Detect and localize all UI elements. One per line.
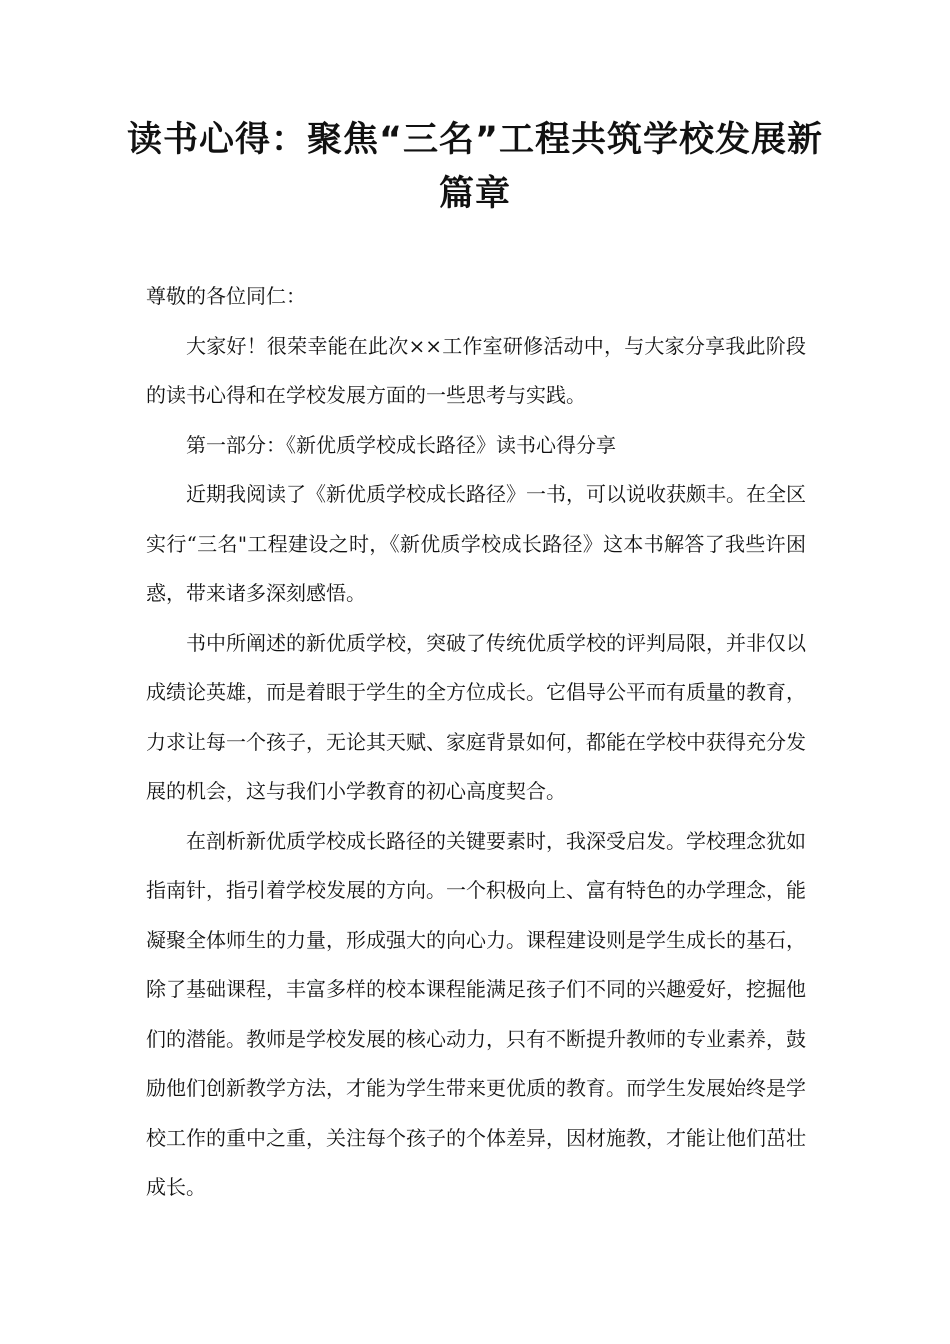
paragraph-key-elements: 在剖析新优质学校成长路径的关键要素时，我深受启发。学校理念犹如指南针，指引着学校发展的方向。一个积极向上、富有特色的办学理念，能凝聚全体师生的力量，形成强大的向心力。课程建设则是学生成长的基石，除了基础课程，丰富多样的校本课程能满足孩子们不同的兴趣爱好，挖掘他们的潜能。教师是学校发展的核心动力，只有不断提升教师的专业素养，鼓励他们创新教学方法，才能为学生带来更优质的教育。而学生发展始终是学校工作的重中之重，关注每个孩子的个体差异，因材施教，才能让他们茁壮成长。	[146, 828, 806, 1199]
section-heading: 第一部分：《新优质学校成长路径》读书心得分享	[186, 432, 616, 457]
document-body	[146, 272, 806, 1213]
document-title: 读书心得：聚焦“三名”工程共筑学校发展新篇章	[126, 120, 823, 214]
paragraph-greeting: 大家好！很荣幸能在此次××工作室研修活动中，与大家分享我此阶段的读书心得和在学校发展方面的一些思考与实践。	[146, 333, 806, 407]
paragraph-reading: 近期我阅读了《新优质学校成长路径》一书，可以说收获颇丰。在全区实行“三名"工程建设之时，《新优质学校成长路径》这本书解答了我些许困惑，带来诸多深刻感悟。	[146, 482, 806, 605]
paragraph-new-quality-school: 书中所阐述的新优质学校，突破了传统优质学校的评判局限，并非仅以成绩论英雄，而是着眼于学生的全方位成长。它倡导公平而有质量的教育，力求让每一个孩子，无论其天赋、家庭背景如何，都能在学校中获得充分发展的机会，这与我们小学教育的初心高度契合。	[146, 630, 806, 803]
salutation: 尊敬的各位同仁：	[146, 284, 306, 308]
